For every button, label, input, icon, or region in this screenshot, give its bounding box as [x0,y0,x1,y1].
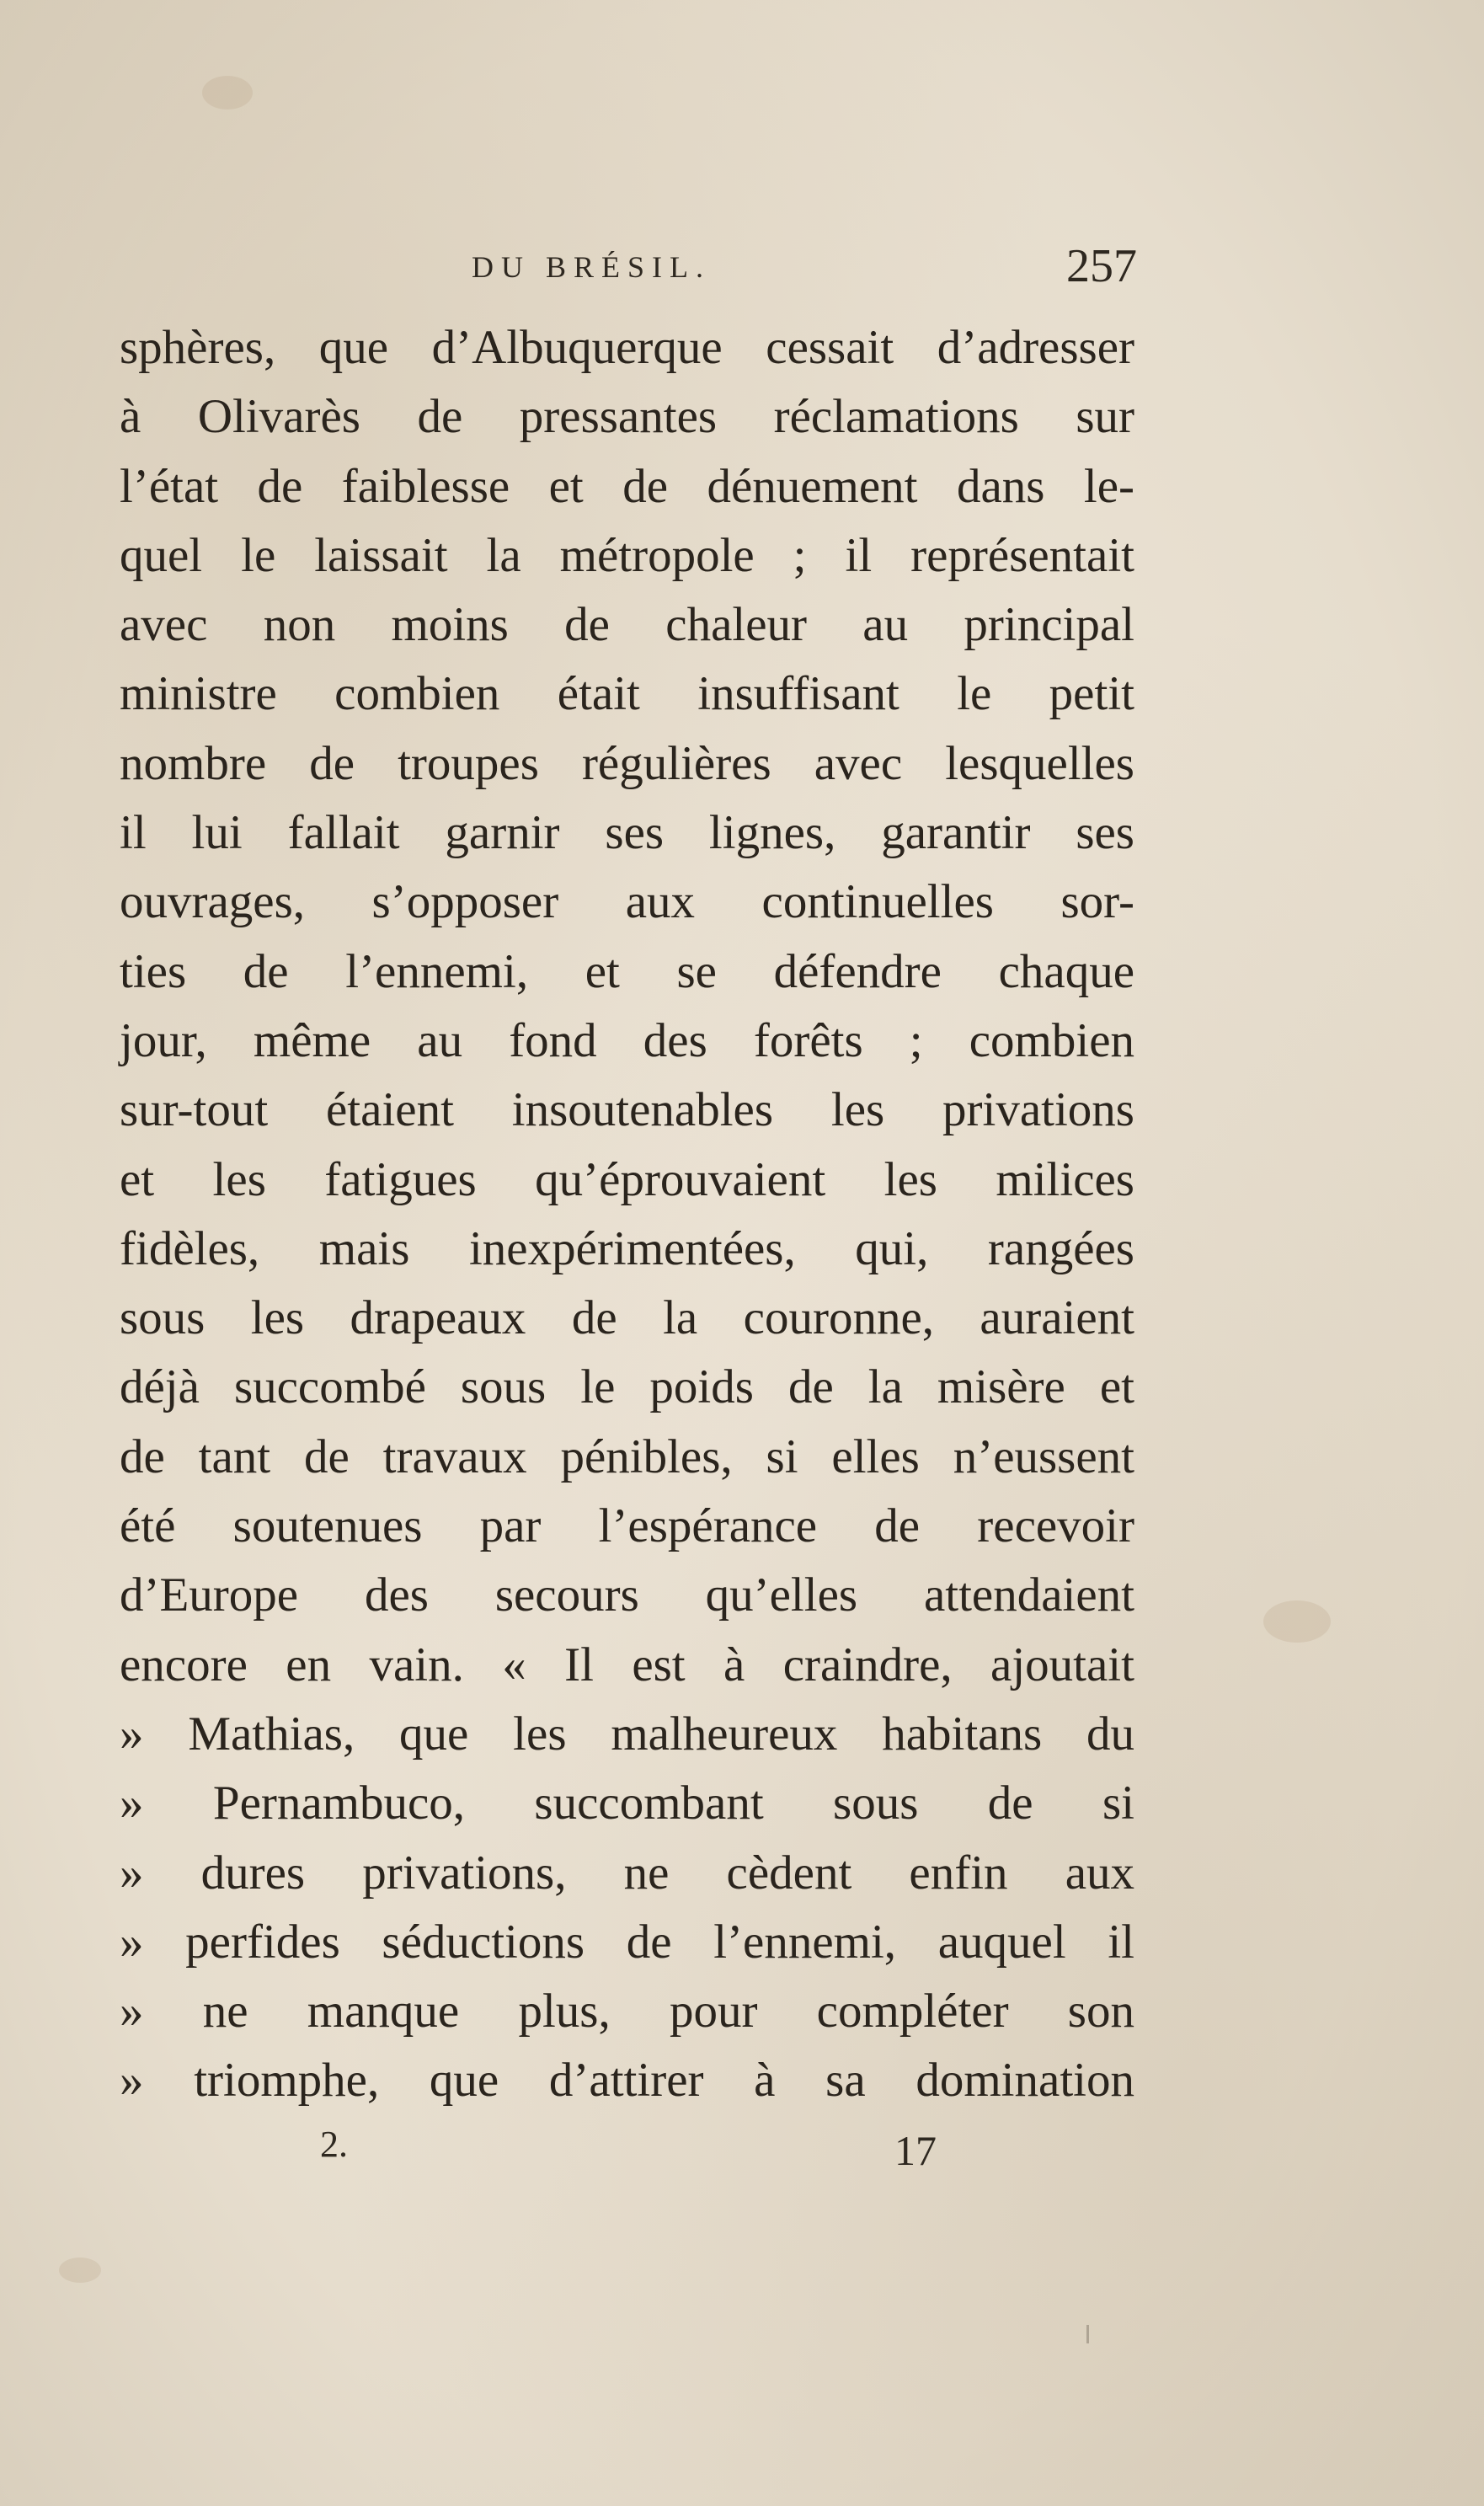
text-line: » Mathias, que les malheureux habitans du [120,1707,1134,1761]
text-line: de tant de travaux pénibles, si elles n’eussent [120,1429,1134,1483]
text-line: été soutenues par l’espérance de recevoir [120,1499,1134,1553]
text-line: et les fatigues qu’éprouvaient les milices [120,1152,1134,1206]
signature-mark: 2. [320,2124,348,2165]
text-line: » Pernambuco, succombant sous de si [120,1777,1134,1830]
text-line: d’Europe des secours qu’elles attendaient [120,1568,1134,1622]
text-line: ouvrages, s’opposer aux continuelles sor- [120,875,1134,929]
text-line: déjà succombé sous le poids de la misère et [120,1360,1134,1414]
paper-stain [202,76,253,110]
text-line: ties de l’ennemi, et se défendre chaque [120,944,1134,998]
text-line: sphères, que d’Albuquerque cessait d’adresser [120,321,1134,374]
text-line: sous les drapeaux de la couronne, auraient [120,1291,1134,1345]
stray-mark [1086,2325,1089,2343]
text-line: à Olivarès de pressantes réclamations sur [120,390,1134,444]
text-line: il lui fallait garnir ses lignes, garantir ses [120,806,1134,860]
text-line: » dures privations, ne cèdent enfin aux [120,1846,1134,1900]
text-line: jour, même au fond des forêts ; combien [120,1013,1134,1067]
text-line: ministre combien était insuffisant le petit [120,667,1134,721]
text-line: » ne manque plus, pour compléter son [120,1985,1134,2038]
text-line: fidèles, mais inexpérimentées, qui, rangées [120,1221,1134,1275]
sheet-number: 17 [894,2127,937,2174]
text-line: l’état de faiblesse et de dénuement dans le- [120,459,1134,513]
text-line: » perfides séductions de l’ennemi, auquel il [120,1915,1134,1969]
paper-stain [1263,1600,1331,1643]
running-title: DU BRÉSIL. [472,250,712,284]
body-text [120,313,1134,2116]
paper-stain [59,2258,101,2283]
text-line: encore en vain. « Il est à craindre, ajoutait [120,1638,1134,1691]
running-head [118,240,1137,297]
text-line: » triomphe, que d’attirer à sa domination [120,2054,1134,2108]
text-line: sur-tout étaient insoutenables les privations [120,1083,1134,1137]
text-line: quel le laissait la métropole ; il représentait [120,528,1134,582]
text-line: nombre de troupes régulières avec lesquelles [120,736,1134,790]
text-line: avec non moins de chaleur au principal [120,598,1134,652]
page-number: 257 [1066,240,1137,292]
